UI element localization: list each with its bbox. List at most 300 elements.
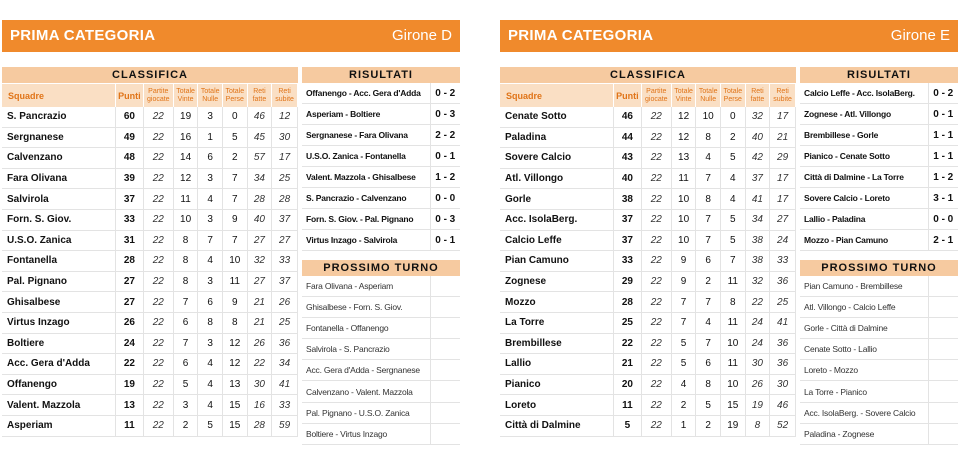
played: 22 xyxy=(641,189,671,210)
goals-for: 46 xyxy=(247,107,272,127)
won: 2 xyxy=(671,395,696,416)
played: 22 xyxy=(641,292,671,313)
result-row xyxy=(800,125,958,146)
team-name: Paladina xyxy=(500,127,613,148)
won: 5 xyxy=(173,374,198,395)
points: 11 xyxy=(613,395,641,416)
standings-row xyxy=(500,374,796,395)
points: 43 xyxy=(613,148,641,169)
standings-row xyxy=(2,148,298,169)
risultati-section xyxy=(302,67,460,251)
result-row xyxy=(800,146,958,167)
played: 22 xyxy=(143,107,173,127)
drawn: 3 xyxy=(198,107,223,127)
played: 22 xyxy=(641,251,671,272)
team-name: Acc. Gera d'Adda xyxy=(2,354,115,375)
lost: 9 xyxy=(223,292,248,313)
played: 22 xyxy=(641,312,671,333)
next-match-row xyxy=(302,402,460,423)
points: 19 xyxy=(115,374,143,395)
girone-label: Girone E xyxy=(890,27,950,44)
played: 22 xyxy=(143,168,173,189)
lost: 10 xyxy=(721,333,746,354)
team-name: Città di Dalmine xyxy=(500,415,613,436)
drawn: 4 xyxy=(198,395,223,416)
won: 13 xyxy=(671,148,696,169)
drawn: 2 xyxy=(696,415,721,436)
goals-for: 8 xyxy=(745,415,770,436)
won: 9 xyxy=(671,251,696,272)
goals-for: 24 xyxy=(745,312,770,333)
won: 3 xyxy=(173,395,198,416)
category-banner xyxy=(2,20,460,52)
risultati-section xyxy=(800,67,958,251)
header-nulle: Totale Nulle xyxy=(198,84,223,107)
goals-against: 37 xyxy=(272,209,298,230)
goals-against: 33 xyxy=(272,395,298,416)
next-match-score-empty xyxy=(928,423,958,444)
header-fatte: Reti fatte xyxy=(247,84,272,107)
team-name: Salvirola xyxy=(2,189,115,210)
result-row xyxy=(302,104,460,125)
standings-row xyxy=(500,333,796,354)
risultati-title: RISULTATI xyxy=(302,67,460,83)
category-title: PRIMA CATEGORIA xyxy=(508,27,654,44)
standings-row xyxy=(500,148,796,169)
goals-against: 33 xyxy=(770,251,796,272)
goals-against: 46 xyxy=(770,395,796,416)
result-row xyxy=(302,83,460,104)
next-match-name: Loreto - Mozzo xyxy=(800,360,928,381)
match-name: Brembillese - Gorle xyxy=(800,125,928,146)
drawn: 10 xyxy=(696,107,721,127)
next-match-score-empty xyxy=(430,297,460,318)
header-subite: Reti subite xyxy=(770,84,796,107)
points: 31 xyxy=(115,230,143,251)
lost: 7 xyxy=(721,251,746,272)
lost: 2 xyxy=(223,148,248,169)
standings-row xyxy=(500,251,796,272)
result-row xyxy=(302,125,460,146)
points: 37 xyxy=(613,230,641,251)
goals-for: 27 xyxy=(247,271,272,292)
played: 22 xyxy=(143,292,173,313)
classifica-title: CLASSIFICA xyxy=(2,67,298,84)
drawn: 4 xyxy=(198,374,223,395)
next-match-name: Pian Camuno - Brembillese xyxy=(800,276,928,297)
next-match-score-empty xyxy=(928,276,958,297)
played: 22 xyxy=(641,209,671,230)
won: 12 xyxy=(173,168,198,189)
next-round-table xyxy=(800,276,958,445)
won: 8 xyxy=(173,251,198,272)
played: 22 xyxy=(143,354,173,375)
played: 22 xyxy=(641,415,671,436)
team-name: Ghisalbese xyxy=(2,292,115,313)
goals-against: 37 xyxy=(272,271,298,292)
drawn: 8 xyxy=(696,374,721,395)
goals-for: 40 xyxy=(247,209,272,230)
category-title: PRIMA CATEGORIA xyxy=(10,27,156,44)
next-match-name: Paladina - Zognese xyxy=(800,423,928,444)
match-name: Lallio - Paladina xyxy=(800,209,928,230)
header-perse: Totale Perse xyxy=(223,84,248,107)
result-row xyxy=(800,209,958,230)
goals-against: 17 xyxy=(770,189,796,210)
lost: 9 xyxy=(223,209,248,230)
next-match-row xyxy=(800,402,958,423)
lost: 7 xyxy=(223,168,248,189)
header-partite: Partite giocate xyxy=(143,84,173,107)
goals-against: 12 xyxy=(272,107,298,127)
team-name: S. Pancrazio xyxy=(2,107,115,127)
goals-against: 17 xyxy=(770,168,796,189)
points: 13 xyxy=(115,395,143,416)
goals-against: 36 xyxy=(770,354,796,375)
match-name: Forn. S. Giov. - Pal. Pignano xyxy=(302,209,430,230)
standings-row xyxy=(500,354,796,375)
lost: 2 xyxy=(721,127,746,148)
won: 10 xyxy=(173,209,198,230)
match-name: S. Pancrazio - Calvenzano xyxy=(302,188,430,209)
result-row xyxy=(800,83,958,104)
match-score: 2 - 1 xyxy=(928,230,958,251)
drawn: 6 xyxy=(696,251,721,272)
goals-for: 45 xyxy=(247,127,272,148)
header-punti: Punti xyxy=(613,84,641,107)
goals-for: 30 xyxy=(745,354,770,375)
match-name: Sovere Calcio - Loreto xyxy=(800,188,928,209)
won: 10 xyxy=(671,189,696,210)
goals-against: 17 xyxy=(272,148,298,169)
next-match-score-empty xyxy=(430,402,460,423)
next-match-score-empty xyxy=(430,276,460,297)
played: 22 xyxy=(143,251,173,272)
team-name: Sergnanese xyxy=(2,127,115,148)
played: 22 xyxy=(143,127,173,148)
team-name: Cenate Sotto xyxy=(500,107,613,127)
drawn: 2 xyxy=(696,271,721,292)
goals-against: 41 xyxy=(272,374,298,395)
points: 46 xyxy=(613,107,641,127)
played: 22 xyxy=(641,354,671,375)
won: 2 xyxy=(173,415,198,436)
won: 5 xyxy=(671,333,696,354)
standings-row xyxy=(500,312,796,333)
goals-for: 24 xyxy=(745,333,770,354)
header-squadre: Squadre xyxy=(500,84,613,107)
goals-for: 38 xyxy=(745,230,770,251)
goals-for: 34 xyxy=(745,209,770,230)
match-name: Virtus Inzago - Salvirola xyxy=(302,230,430,251)
header-partite: Partite giocate xyxy=(641,84,671,107)
points: 39 xyxy=(115,168,143,189)
team-name: Valent. Mazzola xyxy=(2,395,115,416)
standings-row xyxy=(500,127,796,148)
header-punti: Punti xyxy=(115,84,143,107)
standings-row xyxy=(2,395,298,416)
points: 5 xyxy=(613,415,641,436)
won: 10 xyxy=(671,209,696,230)
goals-against: 27 xyxy=(770,209,796,230)
drawn: 7 xyxy=(198,230,223,251)
next-match-row xyxy=(302,360,460,381)
team-name: Boltiere xyxy=(2,333,115,354)
drawn: 3 xyxy=(198,271,223,292)
goals-against: 36 xyxy=(272,333,298,354)
classifica-section xyxy=(2,67,298,437)
goals-against: 25 xyxy=(272,168,298,189)
match-score: 0 - 0 xyxy=(928,209,958,230)
next-match-row xyxy=(302,318,460,339)
played: 22 xyxy=(143,209,173,230)
match-score: 1 - 2 xyxy=(928,167,958,188)
goals-against: 36 xyxy=(770,333,796,354)
goals-against: 29 xyxy=(770,148,796,169)
points: 22 xyxy=(613,333,641,354)
goals-against: 25 xyxy=(272,312,298,333)
next-match-row xyxy=(800,339,958,360)
points: 11 xyxy=(115,415,143,436)
standings-row xyxy=(500,395,796,416)
goals-for: 34 xyxy=(247,168,272,189)
goals-for: 22 xyxy=(247,354,272,375)
goals-against: 25 xyxy=(770,292,796,313)
goals-against: 21 xyxy=(770,127,796,148)
goals-for: 28 xyxy=(247,415,272,436)
played: 22 xyxy=(641,395,671,416)
lost: 5 xyxy=(721,230,746,251)
next-match-name: Salvirola - S. Pancrazio xyxy=(302,339,430,360)
played: 22 xyxy=(641,168,671,189)
standings-row xyxy=(2,168,298,189)
match-score: 1 - 1 xyxy=(928,146,958,167)
category-banner xyxy=(500,20,958,52)
points: 48 xyxy=(115,148,143,169)
goals-against: 30 xyxy=(272,127,298,148)
played: 22 xyxy=(641,333,671,354)
played: 22 xyxy=(641,148,671,169)
match-name: Città di Dalmine - La Torre xyxy=(800,167,928,188)
results-table xyxy=(800,83,958,251)
lost: 15 xyxy=(223,415,248,436)
standings-row xyxy=(500,189,796,210)
drawn: 5 xyxy=(198,415,223,436)
standings-row xyxy=(2,312,298,333)
team-name: Forn. S. Giov. xyxy=(2,209,115,230)
goals-for: 32 xyxy=(745,271,770,292)
match-name: U.S.O. Zanica - Fontanella xyxy=(302,146,430,167)
team-name: Brembillese xyxy=(500,333,613,354)
goals-for: 26 xyxy=(247,333,272,354)
match-score: 0 - 2 xyxy=(928,83,958,104)
next-match-score-empty xyxy=(430,381,460,402)
goals-for: 38 xyxy=(745,251,770,272)
team-name: Pal. Pignano xyxy=(2,271,115,292)
won: 7 xyxy=(671,312,696,333)
header-vinte: Totale Vinte xyxy=(671,84,696,107)
points: 29 xyxy=(613,271,641,292)
points: 26 xyxy=(115,312,143,333)
points: 33 xyxy=(613,251,641,272)
next-match-score-empty xyxy=(928,318,958,339)
team-name: Acc. IsolaBerg. xyxy=(500,209,613,230)
result-row xyxy=(800,104,958,125)
drawn: 7 xyxy=(696,333,721,354)
standings-row xyxy=(500,209,796,230)
won: 12 xyxy=(671,107,696,127)
goals-against: 24 xyxy=(770,230,796,251)
lost: 4 xyxy=(721,189,746,210)
prossimo-turno-section xyxy=(800,260,958,445)
goals-for: 32 xyxy=(745,107,770,127)
points: 28 xyxy=(613,292,641,313)
team-name: Sovere Calcio xyxy=(500,148,613,169)
goals-against: 30 xyxy=(770,374,796,395)
next-match-name: Acc. Gera d'Adda - Sergnanese xyxy=(302,360,430,381)
goals-against: 33 xyxy=(272,251,298,272)
next-match-name: Boltiere - Virtus Inzago xyxy=(302,423,430,444)
points: 60 xyxy=(115,107,143,127)
played: 22 xyxy=(143,312,173,333)
won: 10 xyxy=(671,230,696,251)
drawn: 6 xyxy=(198,148,223,169)
header-fatte: Reti fatte xyxy=(745,84,770,107)
goals-against: 41 xyxy=(770,312,796,333)
result-row xyxy=(302,230,460,251)
goals-for: 27 xyxy=(247,230,272,251)
header-squadre: Squadre xyxy=(2,84,115,107)
lost: 5 xyxy=(721,148,746,169)
lost: 5 xyxy=(721,209,746,230)
played: 22 xyxy=(641,374,671,395)
match-name: Mozzo - Pian Camuno xyxy=(800,230,928,251)
goals-for: 28 xyxy=(247,189,272,210)
played: 22 xyxy=(143,271,173,292)
played: 22 xyxy=(143,415,173,436)
lost: 7 xyxy=(223,230,248,251)
next-match-row xyxy=(800,360,958,381)
standings-row xyxy=(500,168,796,189)
risultati-title: RISULTATI xyxy=(800,67,958,83)
next-match-name: Cenate Sotto - Lallio xyxy=(800,339,928,360)
standings-row xyxy=(2,271,298,292)
team-name: Pianico xyxy=(500,374,613,395)
next-match-row xyxy=(302,276,460,297)
lost: 15 xyxy=(223,395,248,416)
lost: 0 xyxy=(223,107,248,127)
drawn: 3 xyxy=(198,209,223,230)
points: 27 xyxy=(115,292,143,313)
won: 4 xyxy=(671,374,696,395)
goals-against: 52 xyxy=(770,415,796,436)
next-match-name: Fara Olivana - Asperiam xyxy=(302,276,430,297)
standings-row xyxy=(500,271,796,292)
drawn: 4 xyxy=(696,312,721,333)
lost: 15 xyxy=(721,395,746,416)
match-score: 2 - 2 xyxy=(430,125,460,146)
won: 12 xyxy=(671,127,696,148)
next-match-name: Gorle - Città di Dalmine xyxy=(800,318,928,339)
points: 37 xyxy=(115,189,143,210)
standings-row xyxy=(2,230,298,251)
goals-for: 41 xyxy=(745,189,770,210)
standings-table xyxy=(500,84,796,437)
next-match-row xyxy=(302,423,460,444)
match-score: 0 - 1 xyxy=(928,104,958,125)
goals-against: 28 xyxy=(272,189,298,210)
won: 6 xyxy=(173,312,198,333)
drawn: 1 xyxy=(198,127,223,148)
next-match-score-empty xyxy=(928,297,958,318)
played: 22 xyxy=(143,395,173,416)
lost: 11 xyxy=(721,312,746,333)
won: 7 xyxy=(173,333,198,354)
lost: 11 xyxy=(223,271,248,292)
header-perse: Totale Perse xyxy=(721,84,746,107)
result-row xyxy=(302,188,460,209)
results-table xyxy=(302,83,460,251)
match-score: 0 - 3 xyxy=(430,209,460,230)
played: 22 xyxy=(143,333,173,354)
goals-for: 19 xyxy=(745,395,770,416)
team-name: Asperiam xyxy=(2,415,115,436)
match-score: 0 - 3 xyxy=(430,104,460,125)
next-match-score-empty xyxy=(430,423,460,444)
next-match-row xyxy=(800,297,958,318)
lost: 4 xyxy=(721,168,746,189)
points: 27 xyxy=(115,271,143,292)
played: 22 xyxy=(641,107,671,127)
team-name: Virtus Inzago xyxy=(2,312,115,333)
team-name: Mozzo xyxy=(500,292,613,313)
points: 44 xyxy=(613,127,641,148)
team-name: Offanengo xyxy=(2,374,115,395)
drawn: 6 xyxy=(696,354,721,375)
won: 8 xyxy=(173,230,198,251)
next-match-name: Pal. Pignano - U.S.O. Zanica xyxy=(302,402,430,423)
team-name: Calcio Leffe xyxy=(500,230,613,251)
won: 16 xyxy=(173,127,198,148)
played: 22 xyxy=(143,189,173,210)
team-name: Gorle xyxy=(500,189,613,210)
lost: 12 xyxy=(223,354,248,375)
match-score: 0 - 1 xyxy=(430,146,460,167)
played: 22 xyxy=(641,271,671,292)
team-name: Loreto xyxy=(500,395,613,416)
won: 9 xyxy=(671,271,696,292)
team-name: U.S.O. Zanica xyxy=(2,230,115,251)
team-name: La Torre xyxy=(500,312,613,333)
drawn: 7 xyxy=(696,168,721,189)
drawn: 7 xyxy=(696,292,721,313)
drawn: 8 xyxy=(696,127,721,148)
standings-row xyxy=(2,354,298,375)
standings-row xyxy=(500,415,796,436)
drawn: 7 xyxy=(696,230,721,251)
standings-table xyxy=(2,84,298,437)
points: 37 xyxy=(613,209,641,230)
played: 22 xyxy=(641,127,671,148)
next-match-name: Calvenzano - Valent. Mazzola xyxy=(302,381,430,402)
played: 22 xyxy=(143,374,173,395)
goals-for: 21 xyxy=(247,312,272,333)
goals-for: 21 xyxy=(247,292,272,313)
won: 8 xyxy=(173,271,198,292)
drawn: 4 xyxy=(198,189,223,210)
goals-for: 16 xyxy=(247,395,272,416)
lost: 11 xyxy=(721,271,746,292)
